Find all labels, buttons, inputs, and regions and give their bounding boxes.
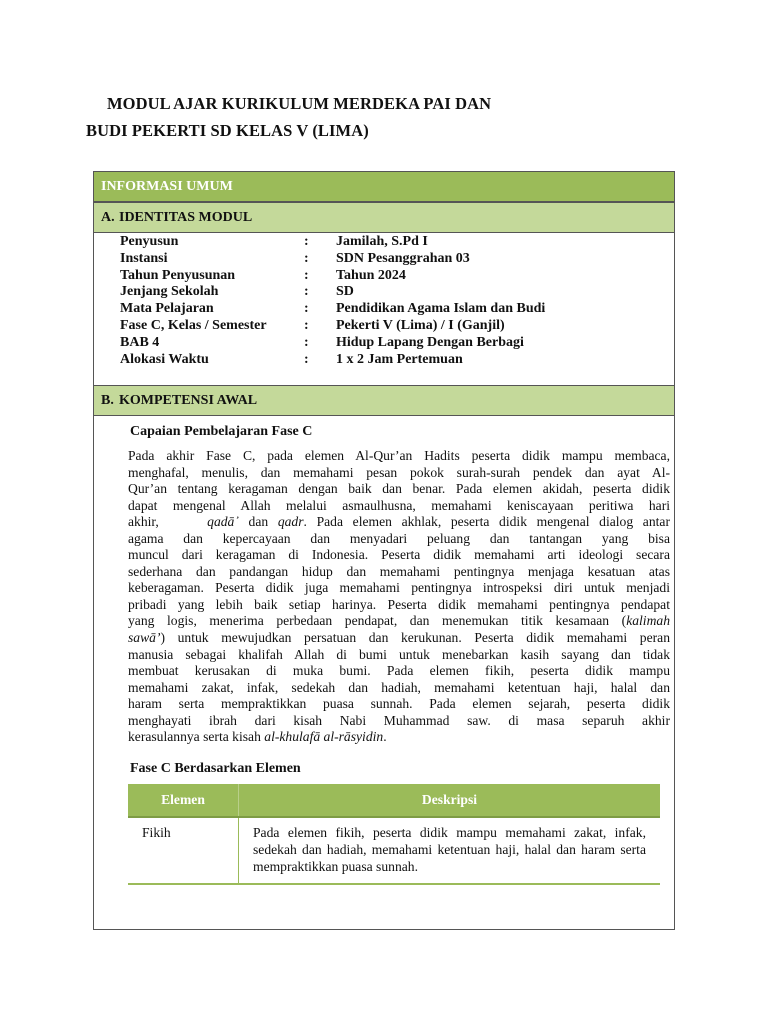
paragraph-line: [128, 514, 670, 531]
section-a-header: [94, 202, 674, 233]
paragraph-line: Qur’an tentang keragaman dengan baik dan benar. Pada elemen akidah, peserta didik: [128, 481, 670, 497]
identitas-label: BAB 4: [120, 334, 160, 350]
identitas-colon: :: [304, 234, 309, 249]
capaian-heading: Capaian Pembelajaran Fase C: [130, 424, 313, 439]
identitas-value: Jamilah, S.Pd I: [336, 234, 428, 249]
paragraph-line: [128, 729, 670, 746]
identitas-colon: :: [304, 250, 309, 266]
identitas-colon: :: [304, 284, 309, 300]
text-run: ) untuk mewujudkan persatuan dan kerukunan. Peserta didik memahami peran: [160, 630, 670, 646]
fase-elemen-heading: Fase C Berdasarkan Elemen: [130, 761, 301, 776]
identitas-value: Pekerti V (Lima) / I (Ganjil): [336, 317, 505, 333]
identitas-value: Hidup Lapang Dengan Berbagi: [336, 334, 524, 350]
identitas-value: 1 x 2 Jam Pertemuan: [336, 351, 463, 367]
elemen-table: [128, 784, 660, 885]
identitas-label: Alokasi Waktu: [120, 351, 209, 367]
paragraph-line: memahami zakat, infak, sedekah dan hadiah, memahami ketentuan haji, halal dan: [128, 679, 670, 695]
paragraph-line: menghafal, menulis, dan memahami pesan pokok surah-surah pendek dan ayat Al-: [128, 464, 670, 480]
identitas-row: [120, 234, 660, 251]
section-a-label: IDENTITAS MODUL: [119, 210, 253, 225]
paragraph-line: membuat kerusakan di muka bumi. Pada elemen fikih, peserta didik mampu: [128, 663, 670, 679]
paragraph-line: muncul dari keragaman di Indonesia. Peserta didik memahami arti ideologi secara: [128, 547, 670, 563]
title-line-1: MODUL AJAR KURIKULUM MERDEKA PAI DAN: [107, 94, 492, 113]
identitas-value: Pendidikan Agama Islam dan Budi: [336, 301, 546, 317]
identitas-row: [120, 301, 660, 318]
identitas-list: [120, 234, 660, 368]
text-run: yang logis, menerima perbedaan pendapat, dan menemukan titik kesamaan (: [128, 613, 627, 629]
paragraph-line: [128, 630, 670, 647]
identitas-row: [120, 335, 660, 352]
text-run: .: [383, 729, 387, 745]
column-header-elemen: Elemen: [128, 784, 239, 817]
identitas-colon: :: [304, 301, 309, 317]
identitas-label: Instansi: [120, 250, 168, 266]
term-khulafa: al-khulafā al-rāsyidin: [264, 729, 384, 745]
paragraph-line: keberagaman. Peserta didik juga memahami pentingnya introspeksi diri untuk menjadi: [128, 580, 670, 596]
identitas-label: Tahun Penyusunan: [120, 267, 236, 283]
paragraph-line: pribadi yang lebih baik setiap harinya. Peserta didik memahami pentingnya pendapat: [128, 596, 670, 612]
identitas-colon: :: [304, 267, 309, 283]
informasi-umum-header: INFORMASI UMUM: [94, 172, 674, 202]
text-run: kerasulannya serta kisah: [128, 729, 265, 745]
text-run: dan: [238, 514, 278, 530]
identitas-row: [120, 251, 660, 268]
term-qadr: qadr: [277, 514, 304, 530]
identitas-colon: :: [304, 334, 309, 350]
paragraph-line: sederhana dan pandangan hidup dan memahami pentingnya menjaga kesatuan atas: [128, 563, 670, 579]
section-b-label: KOMPETENSI AWAL: [119, 393, 258, 408]
identitas-row: [120, 318, 660, 335]
identitas-value: SDN Pesanggrahan 03: [336, 250, 470, 266]
term-kalimah: kalimah: [626, 613, 670, 629]
identitas-label: Penyusun: [120, 234, 179, 249]
section-a-letter: A.: [101, 210, 115, 225]
paragraph-line: haram serta mempraktikkan puasa sunnah. Pada elemen sejarah, peserta didik: [128, 696, 670, 712]
column-header-deskripsi: Deskripsi: [239, 784, 661, 817]
identitas-label: Mata Pelajaran: [120, 301, 214, 317]
identitas-row: [120, 352, 660, 369]
term-qada: qadā᾽: [207, 514, 239, 530]
section-b-letter: B.: [101, 393, 114, 408]
identitas-label: Jenjang Sekolah: [120, 284, 219, 300]
paragraph-line: manusia sebagai khalifah Allah di bumi untuk menebarkan kasih sayang dan tidak: [128, 646, 670, 662]
cell-elemen: Fikih: [128, 817, 239, 884]
section-b-header: [94, 385, 674, 416]
text-run: . Pada elemen akhlak, peserta didik mengenal dialog antar: [303, 514, 670, 530]
cell-deskripsi: Pada elemen fikih, peserta didik mampu memahami zakat, infak, sedekah dan hadiah, memahami ketentuan haji, halal dan haram serta mempraktikkan puasa sunnah.: [239, 817, 661, 884]
identitas-value: SD: [336, 284, 354, 300]
paragraph-line: menghayati ibrah dari kisah Nabi Muhammad saw. di masa separuh akhir: [128, 712, 670, 728]
term-sawa: sawā’: [128, 630, 161, 646]
identitas-row: [120, 268, 660, 285]
table-header-row: [128, 784, 660, 817]
paragraph-line: [128, 613, 670, 630]
identitas-label: Fase C, Kelas / Semester: [120, 317, 267, 333]
identitas-colon: :: [304, 351, 309, 367]
title-line-2: BUDI PEKERTI SD KELAS V (LIMA): [86, 121, 369, 140]
capaian-paragraph: [128, 448, 670, 746]
paragraph-line: dapat mengenal Allah melalui asmaulhusna, memahami keniscayaan peritiwa hari: [128, 497, 670, 513]
text-run: akhir,: [128, 514, 159, 530]
table-row: [128, 817, 660, 884]
paragraph-line: agama dan kepercayaan dan menyadari peluang dan tantangan yang bisa: [128, 530, 670, 546]
paragraph-line: Pada akhir Fase C, pada elemen Al-Qur’an Hadits peserta didik mampu membaca,: [128, 448, 670, 463]
identitas-colon: :: [304, 317, 309, 333]
identitas-value: Tahun 2024: [336, 267, 406, 283]
identitas-row: [120, 284, 660, 301]
